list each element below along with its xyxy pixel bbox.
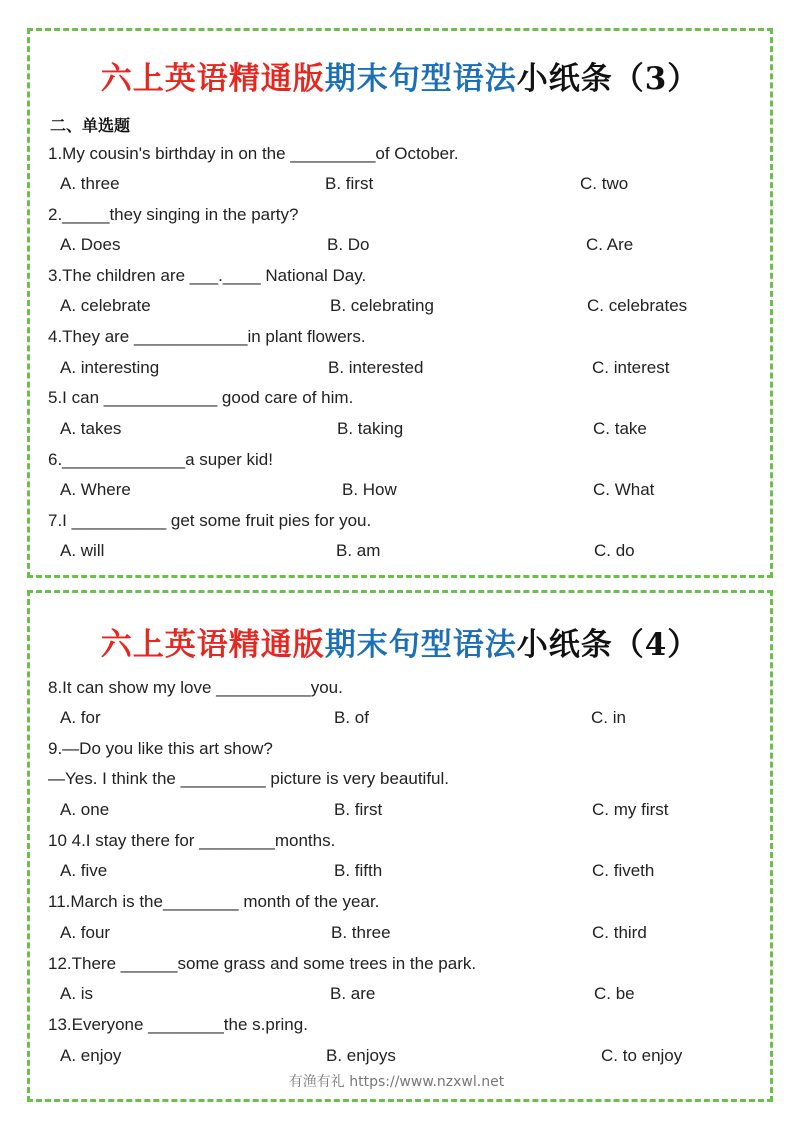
option-6b: B. How [342,480,397,499]
question-13: 13.Everyone ________the s.pring. [48,1015,308,1034]
worksheet-card-3 [27,28,773,578]
option-7a: A. will [60,541,105,560]
question-6: 6._____________a super kid! [48,450,273,469]
option-11b: B. three [331,923,391,942]
title-black-part: 小纸条（3） [516,61,700,97]
option-5c: C. take [593,419,647,438]
section-heading: 二、单选题 [50,116,131,135]
watermark-footer: 有渔有礼 https://www.nzxwl.net [288,1074,505,1090]
option-4a: A. interesting [60,358,160,377]
title-blue-part: 期末句型语法 [324,627,517,663]
question-5: 5.I can ____________ good care of him. [48,388,354,407]
option-12a: A. is [60,984,94,1003]
option-1a: A. three [60,174,120,193]
title-black-part: 小纸条（4） [516,627,700,663]
option-5b: B. taking [337,419,404,438]
option-11a: A. four [60,923,111,942]
option-9b: B. first [334,800,383,819]
option-5a: A. takes [60,419,122,438]
option-4c: C. interest [592,358,670,377]
card-title [30,619,770,664]
option-9c: C. my first [592,800,669,819]
question-8: 8.It can show my love __________you. [48,678,343,697]
option-13b: B. enjoys [326,1046,396,1065]
option-6a: A. Where [60,480,131,499]
option-7c: C. do [594,541,635,560]
option-9a: A. one [60,800,110,819]
question-12: 12.There ______some grass and some trees in the park. [48,954,477,973]
option-3c: C. celebrates [587,296,688,315]
title-red-part: 六上英语精通版 [100,61,325,97]
option-11c: C. third [592,923,647,942]
option-2c: C. Are [586,235,634,254]
question-3: 3.The children are ___.____ National Day. [48,266,367,285]
title-red-part: 六上英语精通版 [100,627,325,663]
option-3b: B. celebrating [330,296,434,315]
question-11: 11.March is the________ month of the year. [48,892,380,911]
option-1c: C. two [580,174,629,193]
option-8b: B. of [334,708,369,727]
option-3a: A. celebrate [60,296,151,315]
option-13a: A. enjoy [60,1046,122,1065]
option-6c: C. What [593,480,655,499]
option-10b: B. fifth [334,861,383,880]
option-12b: B. are [330,984,376,1003]
question-2: 2._____they singing in the party? [48,205,299,224]
option-10a: A. five [60,861,108,880]
option-8a: A. for [60,708,101,727]
option-1b: B. first [325,174,374,193]
question-4: 4.They are ____________in plant flowers. [48,327,366,346]
question-1: 1.My cousin's birthday in on the _________of October. [48,144,459,163]
option-8c: C. in [591,708,626,727]
option-12c: C. be [594,984,635,1003]
option-2a: A. Does [60,235,121,254]
option-4b: B. interested [328,358,424,377]
option-10c: C. fiveth [592,861,655,880]
option-7b: B. am [336,541,381,560]
option-13c: C. to enjoy [601,1046,683,1065]
option-2b: B. Do [327,235,370,254]
title-blue-part: 期末句型语法 [324,61,517,97]
question-9-reply: —Yes. I think the _________ picture is very beautiful. [48,769,450,788]
question-7: 7.I __________ get some fruit pies for you. [48,511,372,530]
question-10: 10 4.I stay there for ________months. [48,831,336,850]
card-title [30,53,770,98]
worksheet-card-4 [27,590,773,1102]
question-9: 9.—Do you like this art show? [48,739,273,758]
